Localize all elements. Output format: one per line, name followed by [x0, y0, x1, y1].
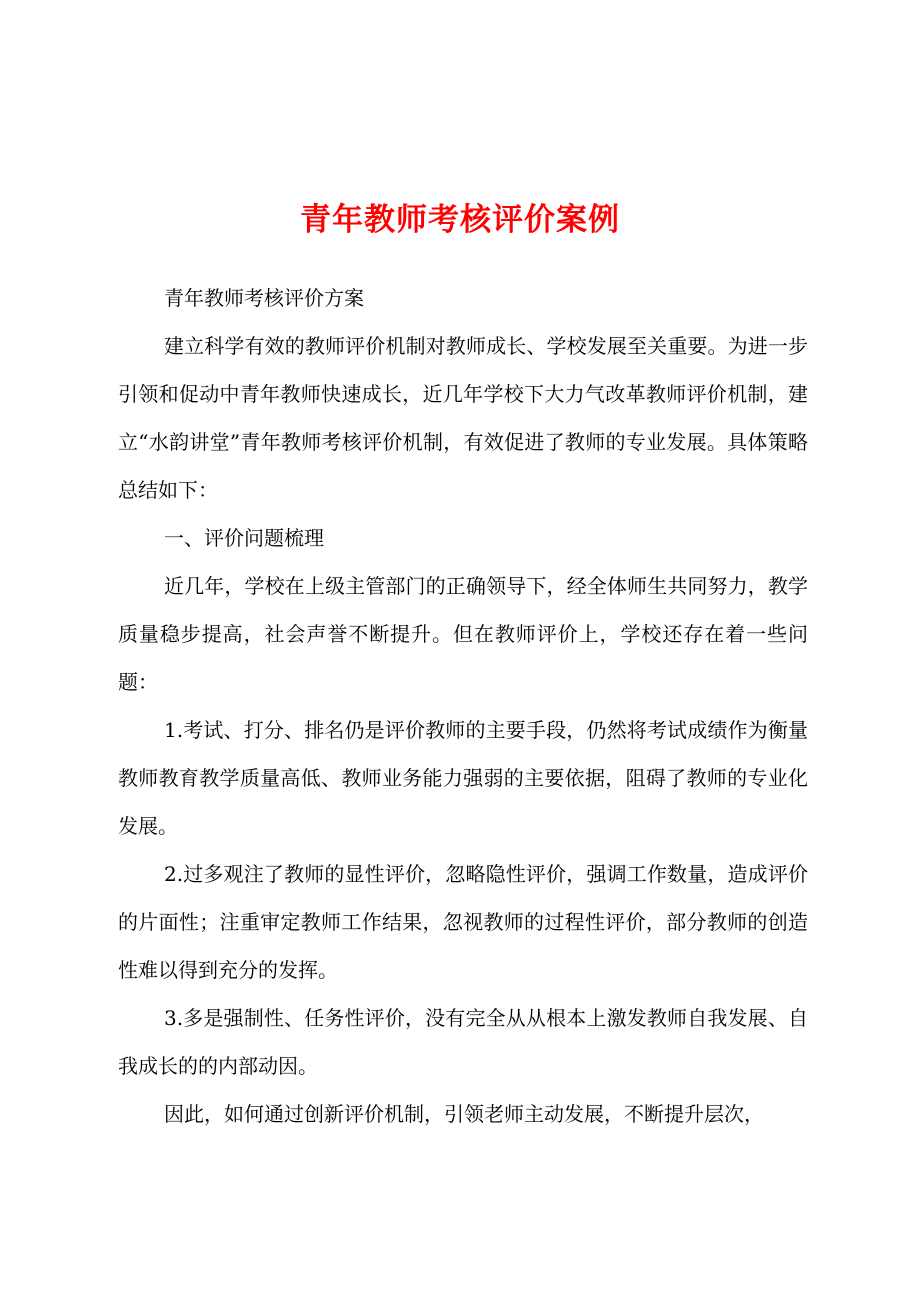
- paragraph: 近几年，学校在上级主管部门的正确领导下，经全体师生共同努力，教学质量稳步提高，社会声誉不断提升。但在教师评价上，学校还存在着一些问题：: [118, 574, 808, 694]
- list-item: 1.考试、打分、排名仍是评价教师的主要手段，仍然将考试成绩作为衡量教师教育教学质量高低、教师业务能力强弱的主要依据，阻碍了教师的专业化发展。: [118, 718, 808, 838]
- document-title: 青年教师考核评价案例: [300, 202, 620, 238]
- paragraph: 因此，如何通过创新评价机制，引领老师主动发展，不断提升层次，: [164, 1102, 764, 1126]
- list-item: 3.多是强制性、任务性评价，没有完全从从根本上激发教师自我发展、自我成长的的内部动因。: [118, 1006, 808, 1078]
- section-heading: 一、评价问题梳理: [164, 526, 324, 550]
- document-body: [118, 274, 808, 1138]
- list-item: 2.过多观注了教师的显性评价，忽略隐性评价，强调工作数量，造成评价的片面性；注重审定教师工作结果，忽视教师的过程性评价，部分教师的创造性难以得到充分的发挥。: [118, 862, 808, 982]
- paragraph: 青年教师考核评价方案: [164, 286, 364, 310]
- paragraph: 建立科学有效的教师评价机制对教师成长、学校发展至关重要。为进一步引领和促动中青年教师快速成长，近几年学校下大力气改革教师评价机制，建立“水韵讲堂”青年教师考核评价机制，有效促进了教师的专业发展。具体策略总结如下：: [118, 334, 808, 502]
